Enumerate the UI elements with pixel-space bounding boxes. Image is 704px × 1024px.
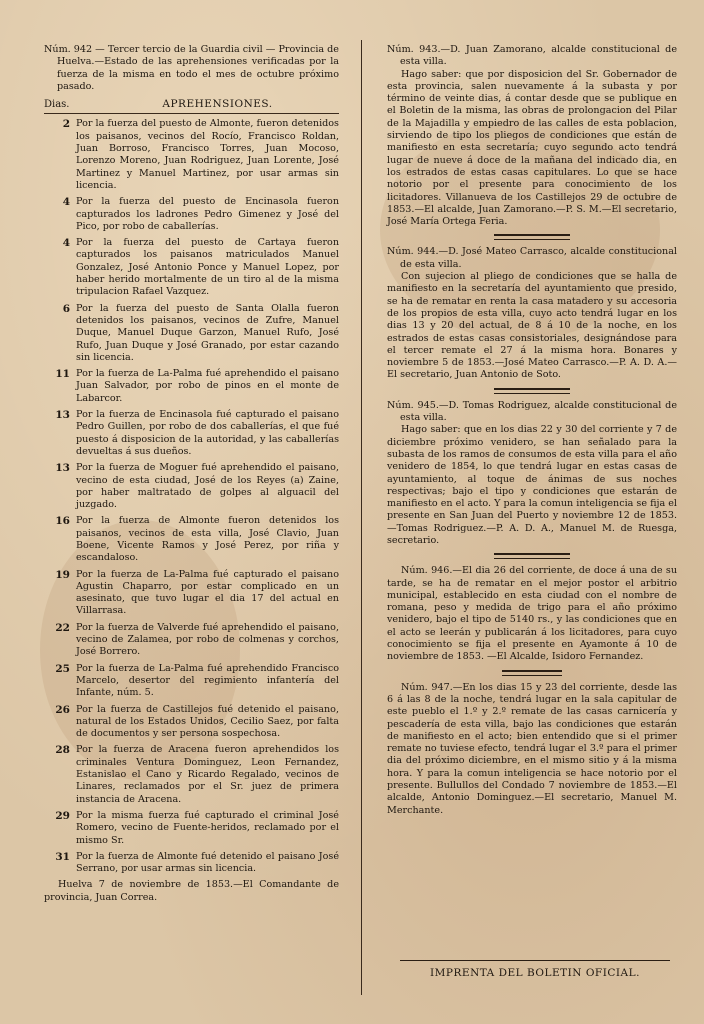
- aprehensiones-title: APREHENSIONES.: [162, 98, 273, 111]
- aprehension-entry: [44, 303, 339, 364]
- notice-944-head: Núm. 944.—D. José Mateo Carrasco, alcalde constitucional de esta villa.: [387, 246, 677, 270]
- notice-947-body: Núm. 947.—En los dias 15 y 23 del corriente, desde las 6 á las 8 de la noche, tendrá lugar en la sala capitular de este pueblo el 1.º y 2.º remate de las casas carnicería y pescadería de esta villa, bajo las condiciones que estarán de manifiesto en el acto; bien entendido que si el primer remate no tuviese efecto, tendrá lugar el 3.º para el primer dia del próximo diciembre, en el mismo sitio y á la misma hora. Y para la comun inteligencia se hace notorio por el presente. Bullullos del Condado 7 noviembre de 1853.—El alcalde, Antonio Dominguez.—El secretario, Manuel M. Merchante.: [387, 681, 677, 816]
- imprenta-footer: IMPRENTA DEL BOLETIN OFICIAL.: [400, 960, 670, 979]
- entry-text: Por la fuerza de Moguer fué aprehendido el paisano, vecino de esta ciudad, José de los Reyes (a) Zaine, por haber maltratado de golpes al alguacil del juzgado.: [76, 462, 339, 511]
- entry-text: Por la fuerza de Almonte fué detenido el paisano José Serrano, por usar armas sin licencia.: [76, 850, 339, 875]
- aprehensiones-header: [44, 98, 339, 114]
- aprehension-entry: [44, 237, 339, 298]
- entry-day: 4: [62, 237, 70, 250]
- entry-day: 29: [55, 809, 70, 822]
- aprehension-entry: [44, 409, 339, 458]
- entry-day: 25: [55, 662, 70, 675]
- aprehension-entry: [44, 851, 339, 876]
- notice-942-closing: Huelva 7 de noviembre de 1853.—El Comandante de provincia, Juan Correa.: [44, 879, 339, 903]
- aprehension-entry: [44, 569, 339, 618]
- section-divider: [494, 553, 570, 559]
- entry-day: 22: [55, 621, 70, 634]
- entry-text: Por la fuerza de Valverde fué aprehendido el paisano, vecino de Zalamea, por robo de colmenas y corchos, José Borrero.: [76, 621, 339, 658]
- entry-day: 31: [55, 850, 70, 863]
- right-column: [387, 44, 677, 817]
- aprehension-entry: [44, 196, 339, 233]
- entry-text: Por la fuerza de La-Palma fué aprehendido el paisano Juan Salvador, por robo de pinos en el monte de Labarcor.: [76, 368, 339, 404]
- aprehension-entry: [44, 368, 339, 405]
- entry-text: Por la fuerza de La-Palma fué capturado el paisano Agustin Chaparro, por estar complicado en un asesinato, que tuvo lugar el dia 17 del actual en Villarrasa.: [76, 568, 339, 617]
- entry-day: 19: [55, 568, 70, 581]
- notice-942-intro: Núm. 942 — Tercer tercio de la Guardia civil — Provincia de Huelva.—Estado de las aprehensiones verificadas por la fuerza de la misma en todo el mes de octubre próximo pasado.: [44, 44, 339, 92]
- notice-944-body: Con sujecion al pliego de condiciones que se halla de manifiesto en la secretaría del ayuntamiento que presido, se ha de rematar en renta la casa matadero y su accesoria de los propios de esta villa, cuyo acto tendrá lugar en los dias 13 y 20 del actual, de 8 á 10 de la noche, en los estrados de estas casas consistoriales, designándose para el tercer remate el 27 á la misma hora. Bonares y noviembre 5 de 1853.—José Mateo Carrasco.—P. A. D. A.—El secretario, Juan Antonio de Soto.: [387, 271, 677, 381]
- aprehension-entry: [44, 663, 339, 700]
- left-column: [44, 44, 339, 904]
- entry-day: 16: [55, 515, 70, 528]
- entry-text: Por la fuerza de Encinasola fué capturado el paisano Pedro Guillen, por robo de dos caballerías, el que fué puesto á disposicion de la autoridad, y las caballerías devueltas á sus dueños.: [76, 409, 339, 457]
- notice-943-head: Núm. 943.—D. Juan Zamorano, alcalde constitucional de esta villa.: [387, 44, 677, 68]
- aprehensiones-list: [44, 118, 339, 875]
- notice-943-body: Hago saber: que por disposicion del Sr. Gobernador de esta provincia, salen nuevamente á la subasta y por término de veinte dias, á contar desde que se publique en el Boletin de la misma, las obras de prolongacion del Pilar de la Majadilla y empiedro de las calles de esta poblacion, sirviendo de tipo los pliegos de condiciones que están de manifiesto en esta secretaría; cuyo segundo acto tendrá lugar de nueve á doce de la mañana del indicado dia, en los estrados de estas casas capitulares. Lo que se hace notorio por el presente para conocimiento de los licitadores. Villanueva de los Castillejos 29 de octubre de 1853.—El alcalde, Juan Zamorano.—P. S. M.—El secretario, José María Ortega Feria.: [387, 68, 677, 228]
- section-divider: [502, 670, 562, 676]
- aprehension-entry: [44, 462, 339, 511]
- section-divider: [494, 234, 570, 240]
- aprehension-entry: [44, 704, 339, 741]
- entry-text: Por la fuerza de Castillejos fué detenido el paisano, natural de los Estados Unidos, Cecilio Saez, por falta de documentos y ser persona sospechosa.: [76, 703, 339, 740]
- entry-text: Por la fuerza de Almonte fueron detenidos los paisanos, vecinos de esta villa, José Clavio, Juan Boene, Vicente Ramos y José Perez, por riña y escandaloso.: [76, 515, 339, 564]
- aprehension-entry: [44, 622, 339, 659]
- entry-text: Por la fuerza del puesto de Cartaya fueron capturados los paisanos matriculados Manuel Gonzalez, José Antonio Ponce y Manuel Lopez, por haber herido mortalmente de un tiro al de la misma tripulacion Rafael Vazquez.: [76, 237, 339, 298]
- entry-text: Por la fuerza de Aracena fueron aprehendidos los criminales Ventura Dominguez, Leon Fernandez, Estanislao el Cano y Ricardo Regalado, vecinos de Linares, reclamados por el Sr. juez de primera instancia de Aracena.: [76, 744, 339, 805]
- entry-day: 13: [55, 409, 70, 422]
- entry-text: Por la fuerza de La-Palma fué aprehendido Francisco Marcelo, desertor del regimiento infantería del Infante, núm. 5.: [76, 662, 339, 699]
- aprehension-entry: [44, 515, 339, 564]
- entry-day: 26: [55, 703, 70, 716]
- entry-text: Por la fuerza del puesto de Almonte, fueron detenidos los paisanos, vecinos del Rocío, Francisco Roldan, Juan Borroso, Francisco Torres, Juan Mocoso, Lorenzo Moreno, Juan Rodriguez, Juan Lorente, José Martinez y Manuel Martinez, por usar armas sin licencia.: [76, 118, 339, 191]
- column-divider: [361, 40, 362, 995]
- entry-day: 2: [62, 118, 70, 131]
- entry-day: 28: [55, 744, 70, 757]
- aprehension-entry: [44, 744, 339, 805]
- entry-day: 13: [55, 462, 70, 475]
- aprehension-entry: [44, 810, 339, 847]
- notice-945-body: Hago saber: que en los dias 22 y 30 del corriente y 7 de diciembre próximo venidero, se han señalado para la subasta de los ramos de consumos de esta villa para el año venidero de 1854, lo que tendrá lugar en estas casas de ayuntamiento, al toque de ánimas de sus noches respectivas; bajo el tipo y condiciones que estarán de manifiesto en el acto. Y para la comun inteligencia se fija el presente en San Juan del Puerto y noviembre 12 de 1853.—Tomas Rodriguez.—P. A. D. A., Manuel M. de Ruesga, secretario.: [387, 424, 677, 546]
- notice-945-head: Núm. 945.—D. Tomas Rodriguez, alcalde constitucional de esta villa.: [387, 399, 677, 424]
- entry-text: Por la fuerza del puesto de Encinasola fueron capturados los ladrones Pedro Gimenez y José del Pico, por robo de caballerías.: [76, 196, 339, 232]
- entry-day: 11: [55, 368, 70, 381]
- entry-day: 6: [62, 302, 70, 315]
- entry-text: Por la misma fuerza fué capturado el criminal José Romero, vecino de Fuente-heridos, reclamado por el mismo Sr.: [76, 809, 339, 846]
- entry-day: 4: [62, 196, 70, 209]
- entry-text: Por la fuerza del puesto de Santa Olalla fueron detenidos los paisanos, vecinos de Zufre, Manuel Duque, Manuel Duque Garzon, Manuel Rufo, José Rufo, Juan Duque y José Granado, por estar cazando sin licencia.: [76, 302, 339, 363]
- section-divider: [494, 388, 570, 394]
- dias-label: Dias.: [44, 99, 70, 111]
- notice-946-body: Núm. 946.—El dia 26 del corriente, de doce á una de su tarde, se ha de rematar en el mejor postor el arbitrio municipal, establecido en esta ciudad con el nombre de romana, peso y medida de trigo para el año próximo venidero, bajo el tipo de 5140 rs., y las condiciones que en el acto se leerán y publicarán á los licitadores, para cuyo conocimiento se fija el presente en Ayamonte á 10 de noviembre de 1853. —El Alcalde, Isidoro Fernandez.: [387, 565, 677, 663]
- aprehension-entry: [44, 118, 339, 192]
